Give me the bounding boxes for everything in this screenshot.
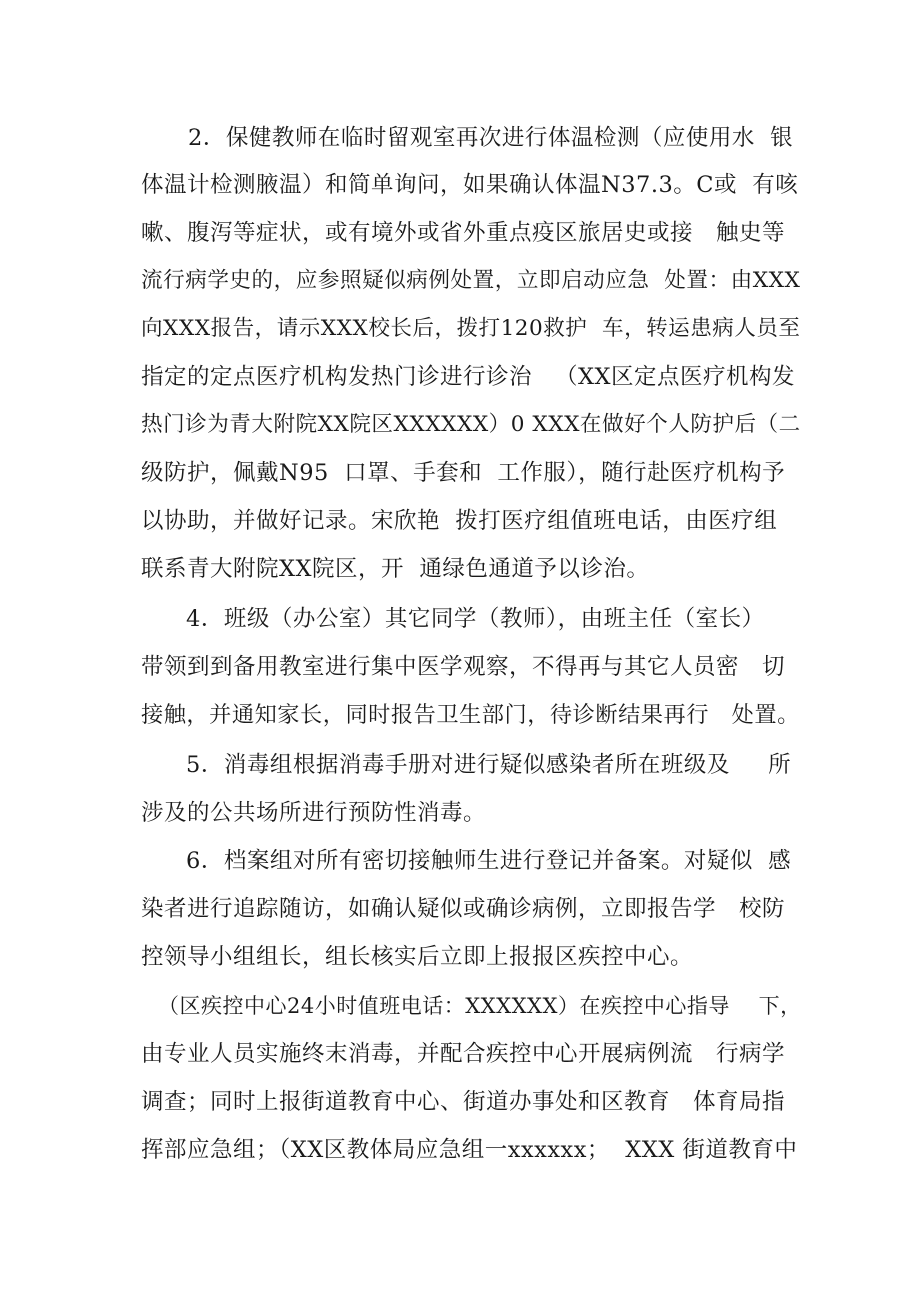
text-line: （区疾控中心24小时值班电话：XXXXXX）在疾控中心指导 下， xyxy=(158,994,802,1018)
text-line: 调查；同时上报街道教育中心、街道办事处和区教育 体育局指 xyxy=(141,1089,785,1115)
text-line: 染者进行追踪随访，如确认疑似或确诊病例，立即报告学 校防 xyxy=(141,896,785,922)
text-line: 接触，并通知家长，同时报告卫生部门，待诊断结果再行 处置。 xyxy=(141,702,800,728)
text-line: 体温计检测腋温）和简单询问，如果确认体温N37.3。C或 有咳 xyxy=(141,172,799,198)
text-line: 联系青大附院XX院区，开 通绿色通道予以诊治。 xyxy=(141,556,650,582)
text-line: 热门诊为青大附院XX院区XXXXXX）0 XXX在做好个人防护后（二 xyxy=(141,412,801,437)
text-line: 涉及的公共场所进行预防性消毒。 xyxy=(141,800,487,826)
text-line: 5．消毒组根据消毒手册对进行疑似感染者所在班级及 所 xyxy=(186,752,792,778)
text-line: 2．保健教师在临时留观室再次进行体温检测（应使用水 银 xyxy=(188,125,794,151)
text-line: 带领到到备用教室进行集中医学观察，不得再与其它人员密 切 xyxy=(141,654,785,680)
text-line: 6．档案组对所有密切接触师生进行登记并备案。对疑似 感 xyxy=(186,848,792,874)
text-line: 向XXX报告，请示XXX校长后，拨打120救护 车，转运患病人员至 xyxy=(141,316,801,341)
text-line: 挥部应急组；（XX区教体局应急组一xxxxxx； XXX 街道教育中 xyxy=(141,1137,798,1163)
text-line: 嗽、腹泻等症状，或有境外或省外重点疫区旅居史或接 触史等 xyxy=(141,220,785,246)
text-line: 控领导小组组长，组长核实后立即上报报区疾控中心。 xyxy=(141,944,694,970)
text-line: 由专业人员实施终末消毒，并配合疾控中心开展病例流 行病学 xyxy=(141,1041,785,1067)
text-line: 级防护，佩戴N95 口罩、手套和 工作服），随行赴医疗机构予 xyxy=(141,460,786,486)
text-line: 指定的定点医疗机构发热门诊进行诊治 （XX区定点医疗机构发 xyxy=(141,364,795,390)
text-line: 4．班级（办公室）其它同学（教师），由班主任（室长） xyxy=(186,606,765,632)
text-line: 以协助，并做好记录。宋欣艳 拨打医疗组值班电话，由医疗组 xyxy=(141,508,778,534)
text-line: 流行病学史的，应参照疑似病例处置，立即启动应急 处置：由XXX xyxy=(141,268,801,293)
